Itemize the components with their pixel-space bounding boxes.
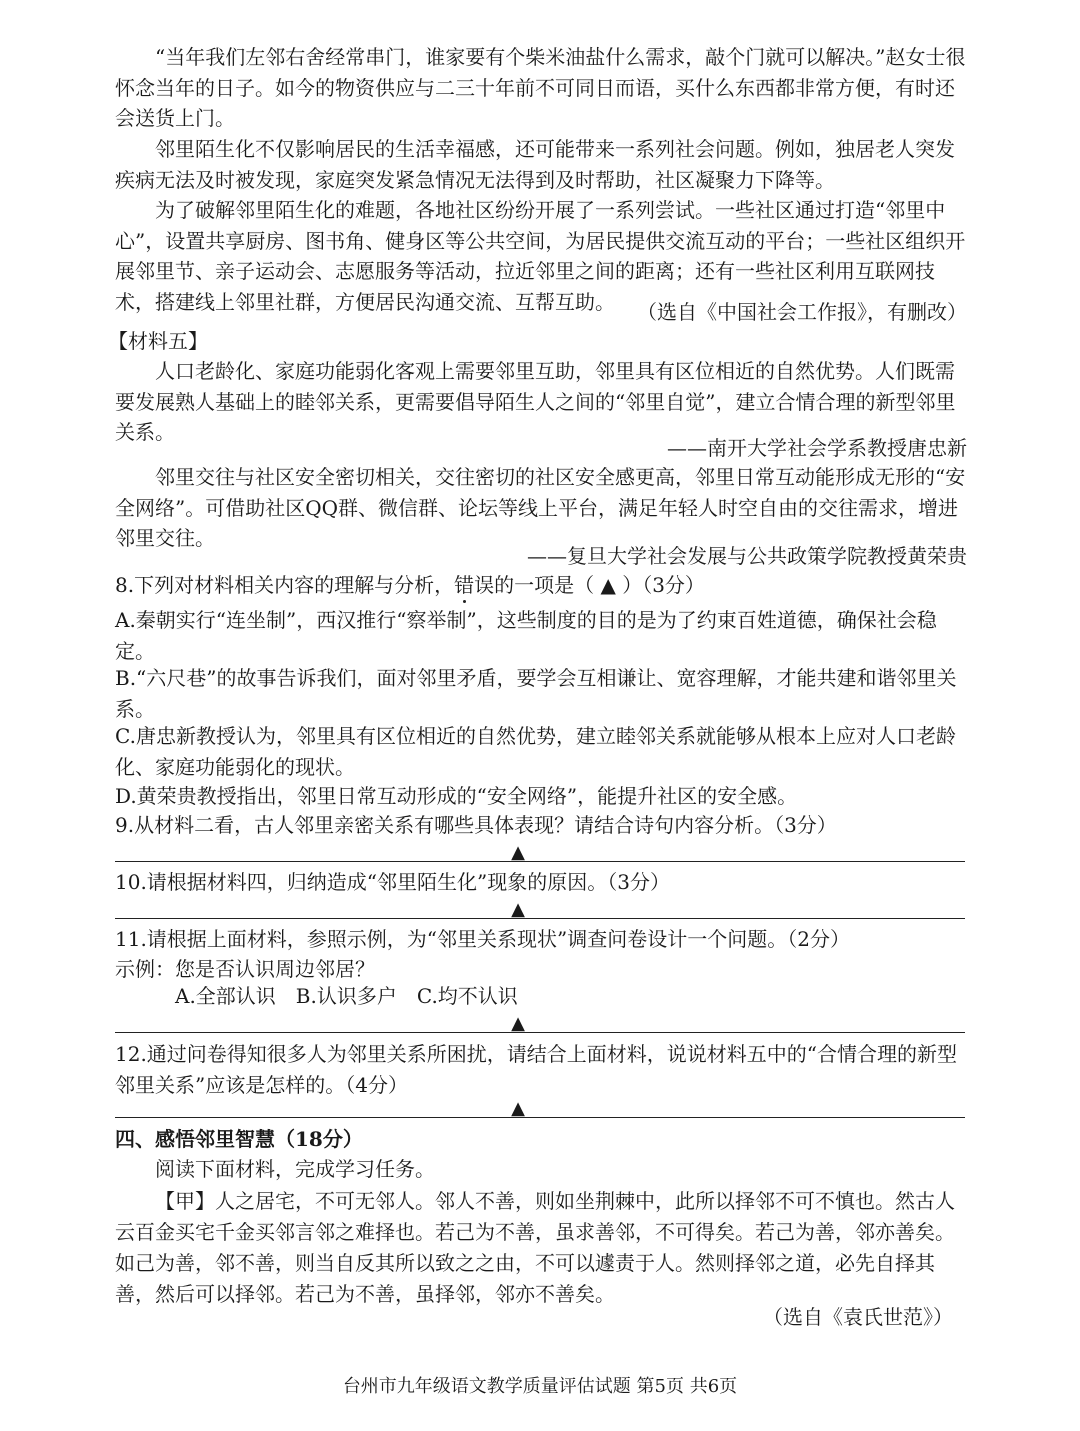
question-8-option-d: D.黄荣贵教授指出，邻里日常互动形成的“安全网络”，能提升社区的安全感。 xyxy=(115,784,798,808)
question-8-option-a: A.秦朝实行“连坐制”，西汉推行“察举制”，这些制度的目的是为了约束百姓道德，确保社会稳定。 xyxy=(115,608,937,663)
question-10: 10.请根据材料四，归纳造成“邻里陌生化”现象的原因。（3分） xyxy=(115,870,670,894)
question-11-example: 示例：您是否认识周边邻居？ xyxy=(115,957,375,981)
material4-source: （选自《中国社会工作报》，有删改） xyxy=(637,300,967,324)
question-8-emphasis: 错 xyxy=(454,573,475,597)
question-8-option-c: C.唐忠新教授认为，邻里具有区位相近的自然优势，建立睦邻关系就能够从根本上应对人口老龄化、家庭功能弱化的现状。 xyxy=(115,724,956,779)
material4-quote-paragraph: “当年我们左邻右舍经常串门，谁家要有个柴米油盐什么需求，敲个门就可以解决。”赵女士很怀念当年的日子。如今的物资供应与二三十年前不可同日而语，买什么东西都非常方便，有时还会送货上门。 xyxy=(115,45,966,130)
answer-triangle-icon: ▲ xyxy=(511,842,525,863)
question-8-stem-b: 误的一项是（ ▲ ）（3分） xyxy=(474,573,705,597)
answer-triangle-icon: ▲ xyxy=(511,1013,525,1034)
answer-triangle-icon: ▲ xyxy=(511,899,525,920)
material5-attribution-2: ——复旦大学社会发展与公共政策学院教授黄荣贵 xyxy=(527,544,967,568)
page-footer: 台州市九年级语文教学质量评估试题 第5页 共6页 xyxy=(342,1376,738,1397)
question-8-stem-a: 8.下列对材料相关内容的理解与分析， xyxy=(115,573,455,597)
answer-line-q11[interactable] xyxy=(115,1032,965,1033)
material5-paragraph-1: 人口老龄化、家庭功能弱化客观上需要邻里互助，邻里具有区位相近的自然优势。人们既需要发展熟人基础上的睦邻关系，更需要倡导陌生人之间的“邻里自觉”，建立合情合理的新型邻里关系。 xyxy=(115,359,956,444)
section-4-intro: 阅读下面材料，完成学习任务。 xyxy=(155,1157,435,1181)
answer-triangle-icon: ▲ xyxy=(511,1098,525,1119)
question-8-stem xyxy=(115,570,967,601)
section-4-passage-jia: 【甲】人之居宅，不可无邻人。邻人不善，则如坐荆棘中，此所以择邻不可不慎也。然古人云百金买宅千金买邻言邻之难择也。若己为不善，虽求善邻，不可得矣。若己为善，邻亦善矣。如己为善，邻不善，则当自反其所以致之之由，不可以遽责于人。然则择邻之道，必先自择其善，然后可以择邻。若己为不善，虽择邻，邻亦不善矣。 xyxy=(115,1189,955,1306)
material5-title: 【材料五】 xyxy=(108,329,208,353)
material4-problems-paragraph: 邻里陌生化不仅影响居民的生活幸福感，还可能带来一系列社会问题。例如，独居老人突发疾病无法及时被发现，家庭突发紧急情况无法得到及时帮助，社区凝聚力下降等。 xyxy=(115,137,955,192)
answer-line-q12[interactable] xyxy=(115,1117,965,1118)
question-12: 12.通过问卷得知很多人为邻里关系所困扰，请结合上面材料，说说材料五中的“合情合理的新型邻里关系”应该是怎样的。（4分） xyxy=(115,1042,958,1097)
question-11: 11.请根据上面材料，参照示例，为“邻里关系现状”调查问卷设计一个问题。（2分） xyxy=(115,927,850,951)
answer-line-q9[interactable] xyxy=(115,861,965,862)
material4-solutions-paragraph: 为了破解邻里陌生化的难题，各地社区纷纷开展了一系列尝试。一些社区通过打造“邻里中心”，设置共享厨房、图书角、健身区等公共空间，为居民提供交流互动的平台；一些社区组织开展邻里节、亲子运动会、志愿服务等活动，拉近邻里之间的距离；还有一些社区利用互联网技术，搭建线上邻里社群，方便居民沟通交流、互帮互助。 xyxy=(115,198,966,314)
question-9: 9.从材料二看，古人邻里亲密关系有哪些具体表现？请结合诗句内容分析。（3分） xyxy=(115,813,837,837)
question-11-example-choices: A.全部认识 B.认识多户 C.均不认识 xyxy=(175,984,518,1008)
answer-line-q10[interactable] xyxy=(115,918,965,919)
question-8-option-b: B.“六尺巷”的故事告诉我们，面对邻里矛盾，要学会互相谦让、宽容理解，才能共建和谐邻里关系。 xyxy=(115,666,957,721)
section-4-source: （选自《袁氏世范》） xyxy=(763,1305,953,1329)
material5-attribution-1: ——南开大学社会学系教授唐忠新 xyxy=(667,436,967,460)
material5-paragraph-2: 邻里交往与社区安全密切相关，交往密切的社区安全感更高，邻里日常互动能形成无形的“安全网络”。可借助社区QQ群、微信群、论坛等线上平台，满足年轻人时空自由的交往需求，增进邻里交往。 xyxy=(115,465,966,550)
section-4-title: 四、感悟邻里智慧（18分） xyxy=(115,1127,363,1151)
